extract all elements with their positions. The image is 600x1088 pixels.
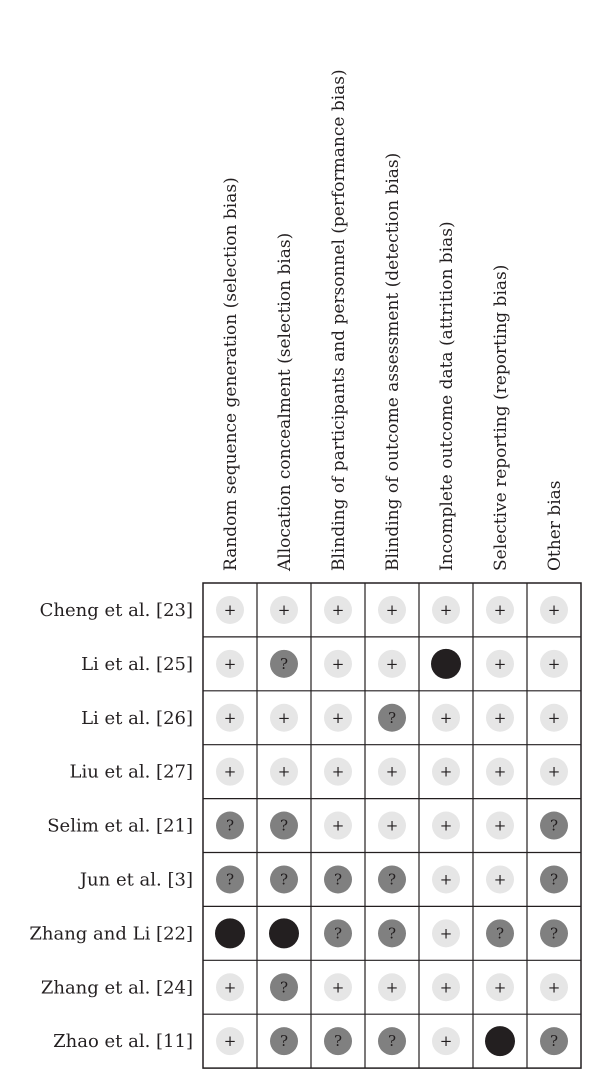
rating-symbol-unclear: ? [225,816,235,835]
rating-symbol-low: + [439,924,453,943]
rating-dot-high [431,649,461,679]
rating-symbol-low: + [277,762,291,781]
rating-symbol-low: + [547,762,561,781]
study-label: Zhang et al. [24] [40,977,193,999]
rating-symbol-low: + [493,816,507,835]
column-header: Selective reporting (reporting bias) [491,264,511,571]
rating-symbol-low: + [385,654,399,673]
rating-symbol-low: + [493,978,507,997]
rating-symbol-low: + [277,708,291,727]
rating-symbol-low: + [331,708,345,727]
rating-symbol-unclear: ? [333,924,343,943]
rating-symbol-low: + [493,762,507,781]
rating-symbol-low: + [439,762,453,781]
rating-symbol-unclear: ? [387,870,397,889]
rating-symbol-low: + [223,762,237,781]
rating-dot-high [485,1026,515,1056]
study-label: Li et al. [25] [81,653,193,675]
rating-symbol-low: + [331,978,345,997]
rating-symbol-unclear: ? [387,924,397,943]
column-header: Blinding of participants and personnel (performance bias) [329,69,349,571]
rating-symbol-low: + [223,708,237,727]
rating-symbol-low: + [223,600,237,619]
rating-symbol-low: + [547,600,561,619]
column-header: Other bias [545,480,565,571]
rating-symbol-low: + [439,708,453,727]
study-label: Zhang and Li [22] [29,923,193,945]
rating-dot-high [215,918,245,948]
rating-symbol-low: + [493,600,507,619]
rating-symbol-unclear: ? [333,870,343,889]
rating-symbol-low: + [223,654,237,673]
rating-dot-high [269,918,299,948]
rating-symbol-low: + [547,708,561,727]
study-label: Li et al. [26] [81,707,193,729]
rating-symbol-unclear: ? [549,870,559,889]
rating-symbol-low: + [439,600,453,619]
rating-symbol-low: + [385,762,399,781]
study-label: Zhao et al. [11] [53,1031,193,1053]
rating-symbol-low: + [331,600,345,619]
rating-symbol-low: + [439,870,453,889]
column-header: Blinding of outcome assessment (detection bias) [383,152,403,571]
rating-symbol-low: + [385,816,399,835]
column-header: Allocation concealment (selection bias) [275,232,295,571]
rating-symbol-low: + [439,978,453,997]
rating-symbol-low: + [385,978,399,997]
rating-symbol-unclear: ? [549,924,559,943]
rating-symbol-low: + [331,762,345,781]
rating-symbol-low: + [223,1032,237,1051]
rating-symbol-unclear: ? [387,1032,397,1051]
rating-symbol-unclear: ? [225,870,235,889]
rating-symbol-unclear: ? [279,654,289,673]
rating-symbol-unclear: ? [279,1032,289,1051]
rating-symbol-low: + [277,600,291,619]
column-header: Random sequence generation (selection bias) [221,177,241,571]
rating-symbol-low: + [439,1032,453,1051]
study-label: Selim et al. [21] [47,815,193,837]
rating-symbol-low: + [223,978,237,997]
rating-symbol-unclear: ? [549,816,559,835]
rating-symbol-low: + [547,978,561,997]
study-label: Cheng et al. [23] [39,599,193,621]
column-header: Incomplete outcome data (attrition bias) [437,221,457,571]
rating-symbol-low: + [493,654,507,673]
rating-symbol-low: + [331,816,345,835]
rating-symbol-low: + [385,600,399,619]
rating-symbol-low: + [547,654,561,673]
rating-symbol-low: + [439,816,453,835]
rating-symbol-unclear: ? [333,1032,343,1051]
rating-symbol-unclear: ? [549,1032,559,1051]
rating-symbol-unclear: ? [387,708,397,727]
study-label: Liu et al. [27] [69,761,193,783]
rating-symbol-unclear: ? [279,816,289,835]
study-label: Jun et al. [3] [79,869,193,891]
rating-symbol-low: + [493,870,507,889]
rating-symbol-unclear: ? [495,924,505,943]
rating-symbol-unclear: ? [279,870,289,889]
rating-symbol-low: + [493,708,507,727]
rating-symbol-unclear: ? [279,978,289,997]
rating-symbol-low: + [331,654,345,673]
